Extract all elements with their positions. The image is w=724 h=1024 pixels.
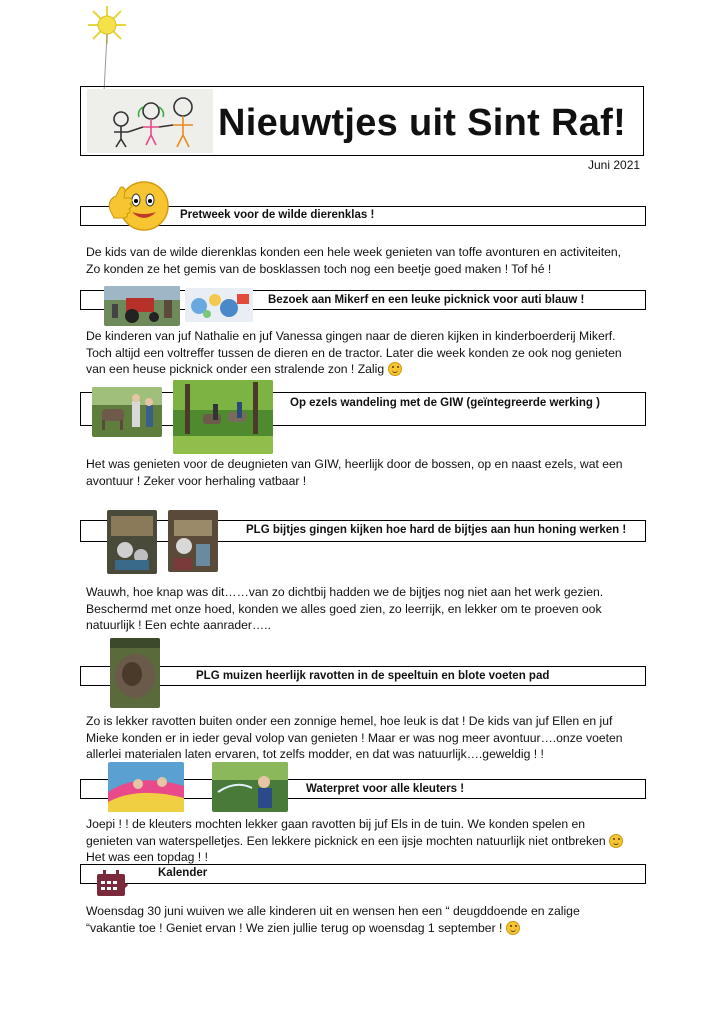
- smiley-icon: [388, 362, 402, 376]
- section-title: PLG muizen heerlijk ravotten in de speeltuin en blote voeten pad: [196, 670, 550, 682]
- section-title: Op ezels wandeling met de GIW (geïntegreerde werking ): [290, 397, 600, 409]
- donkey-walk-photo: [92, 387, 162, 437]
- page-title: Nieuwtjes uit Sint Raf!: [218, 102, 627, 144]
- section-title: PLG bijtjes gingen kijken hoe hard de bijtjes aan hun honing werken !: [246, 524, 627, 536]
- section-title: Pretweek voor de wilde dierenklas !: [180, 209, 375, 221]
- tractor-photo: [104, 286, 180, 326]
- section-text: De kids van de wilde dierenklas konden een hele week genieten van toffe avonturen en activiteiten, Zo konden ze het gemis van de bosklassen toch nog een beetje goed maken ! Tof hé !: [86, 245, 622, 276]
- section-text: Het was genieten voor de deugnieten van GIW, heerlijk door de bossen, op en naast ezels, wat een avontuur ! Zeker voor herhaling vatbaar !: [86, 457, 623, 488]
- waterslide-photo: [108, 762, 184, 812]
- smiley-icon: [506, 921, 520, 935]
- section-text: Zo is lekker ravotten buiten onder een zonnige hemel, hoe leuk is dat ! De kids van juf Ellen en juf Mieke konden er in ieder geval volop van genieten ! Maar er was nog meer avontuur….onze voeten allerlei materialen laten ervaren, tot zelfs modder, en dat was natuurlijk….geweldig ! !: [86, 714, 623, 762]
- picnic-photo: [185, 288, 253, 322]
- beehive-visit-photo: [168, 510, 218, 572]
- issue-date: Juni 2021: [588, 158, 641, 172]
- mud-path-photo: [110, 638, 160, 708]
- section-title: Bezoek aan Mikerf en een leuke picknick voor auti blauw !: [268, 294, 585, 306]
- beekeeping-photo: [107, 510, 157, 574]
- sun-icon: [84, 4, 134, 94]
- section-text: Joepi ! ! de kleuters mochten lekker gaan ravotten bij juf Els in de tuin. We konden spelen en genieten van waterspelletjes. Een lekkere picknick en een ijsje mochten natuurlijk niet ontbreken Het was een topdag ! !: [86, 816, 623, 866]
- kids-drawing-logo: [87, 89, 213, 153]
- garden-hose-photo: [212, 762, 288, 812]
- smiley-thumbs-up-icon: [106, 180, 170, 234]
- calendar-icon: [95, 868, 129, 898]
- section-title: Kalender: [158, 867, 208, 879]
- section-text: Woensdag 30 juni wuiven we alle kinderen uit en wensen hen een “ deugddoende en zalige “vakantie toe ! Geniet ervan ! We zien jullie terug op woensdag 1 september !: [86, 904, 580, 935]
- section-title: Waterpret voor alle kleuters !: [306, 783, 465, 795]
- section-text: De kinderen van juf Nathalie en juf Vanessa gingen naar de dieren kijken in kinderboerderij Mikerf. Toch altijd een voltreffer tussen de dieren en de tractor. Later die week konden ze ook nog genieten van een heuse picknick onder een stralende zon ! Zalig: [86, 329, 622, 377]
- forest-donkeys-photo: [173, 380, 273, 454]
- smiley-icon: [609, 834, 623, 848]
- section-text: Wauwh, hoe knap was dit……van zo dichtbij hadden we de bijtjes nog niet aan het werk gezien. Beschermd met onze hoed, konden we alles goed zien, zo leerrijk, en lekker om te proeven ook natuurlijk ! Een echte aanrader…..: [86, 585, 604, 633]
